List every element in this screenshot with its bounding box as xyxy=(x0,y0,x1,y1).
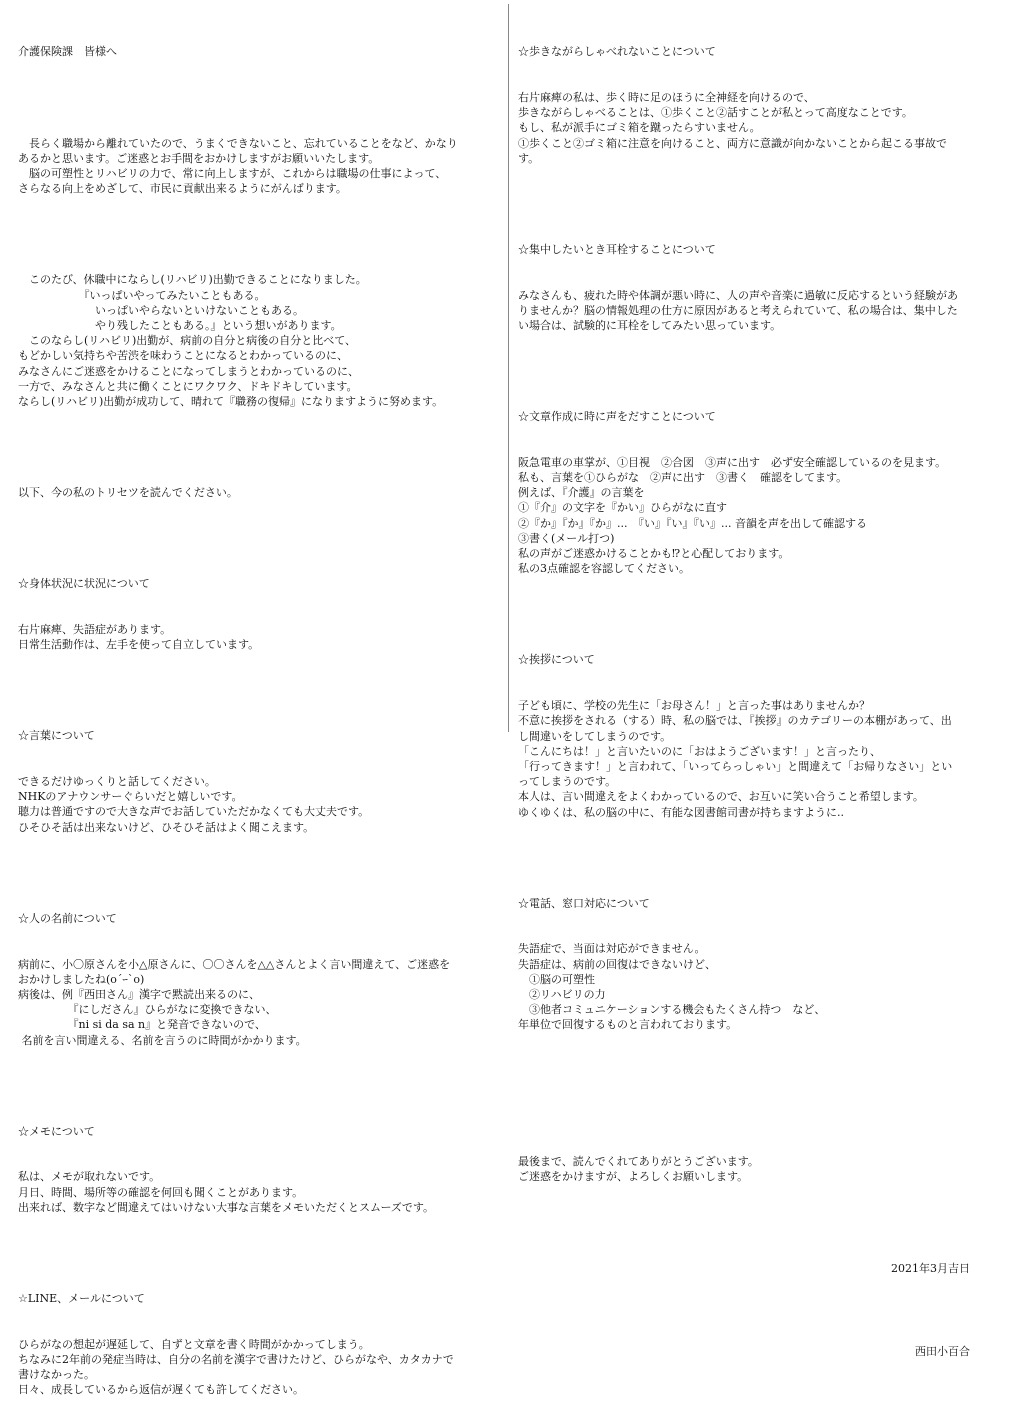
section-title-line-mail: ☆LINE、メールについて xyxy=(18,1291,145,1305)
text-line: 「行ってきます！」と言われて、「いってらっしゃい」と間違えて「お帰りなさい」とい xyxy=(518,759,953,773)
text-line: ③他者コミュニケーションする機会もたくさん持つ など、 xyxy=(518,1003,826,1017)
text-line: 月日、時間、場所等の確認を何回も聞くことがあります。 xyxy=(18,1185,304,1199)
text-line: 名前を言い間違える、名前を言うのに時間がかかります。 xyxy=(18,1033,307,1047)
section-title-phone: ☆電話、窓口対応について xyxy=(518,896,650,910)
text-line: 子ども頃に、学校の先生に「お母さん！」と言った事はありませんか？ xyxy=(518,699,870,713)
text-line: ひそひそ話は出来ないけど、ひそひそ話はよく聞こえます。 xyxy=(18,820,315,834)
text-line: やり残したこともある。』という想いがあります。 xyxy=(18,319,342,333)
section-body-body xyxy=(18,622,502,652)
text-line: 私は、メモが取れないです。 xyxy=(18,1170,161,1184)
text-line: い場合は、試験的に耳栓をしてみたい思っています。 xyxy=(518,319,782,333)
intro-paragraph xyxy=(18,136,502,197)
text-line: し間違いをしてしまうのです。 xyxy=(518,729,672,743)
text-line: いっぱいやらないといけないこともある。 xyxy=(18,303,304,317)
text-line: 例えば、『介護』の言葉を xyxy=(518,486,645,500)
text-line: ②『か』『か』『か』... 『い』『い』『い』... 音韻を声を出して確認する xyxy=(518,516,867,530)
text-line: ①『介』の文字を『かい』ひらがなに直す xyxy=(518,501,727,515)
text-line: NHKのアナウンサーぐらいだと嬉しいです。 xyxy=(18,790,243,804)
text-line: ②リハビリの力 xyxy=(518,987,606,1001)
text-line: 一方で、みなさんと共に働くことにワクワク、ドキドキしています。 xyxy=(18,379,358,393)
text-line: 最後まで、読んでくれてありがとうございます。 xyxy=(518,1155,759,1169)
section-title-walking: ☆歩きながらしゃべれないことについて xyxy=(518,45,716,59)
section-body-names xyxy=(18,957,502,1048)
text-line: 『にしださん』ひらがなに変換できない、 xyxy=(18,1003,277,1017)
text-line: 私の3点確認を容認してください。 xyxy=(518,562,690,576)
text-line: ゆくゆくは、私の脳の中に、有能な図書館司書が持ちますように.. xyxy=(518,805,844,819)
text-line: りませんか？脳の情報処理の仕方に原因があると考えられていて、私の場合は、集中した xyxy=(518,303,958,317)
text-line: ちなみに2年前の発症当時は、自分の名前を漢字で書けたけど、ひらがなや、カタカナで xyxy=(18,1352,454,1366)
section-body-greeting xyxy=(518,698,1008,820)
text-line: ①歩くこと②ゴミ箱に注意を向けること、両方に意識が向かないことから起こる事故で xyxy=(518,136,947,150)
section-title-earplugs: ☆集中したいとき耳栓することについて xyxy=(518,243,716,257)
text-line: 聴力は普通ですので大きな声でお話していただかなくても大丈夫です。 xyxy=(18,805,370,819)
text-line: 脳の可塑性とリハビリの力で、常に向上しますが、これからは職場の仕事によって、 xyxy=(18,167,447,181)
text-line: 出来れば、数字など間違えてはいけない大事な言葉をメモいただくとスムーズです。 xyxy=(18,1200,435,1214)
greeting: 介護保険課 皆様へ xyxy=(18,45,117,59)
text-line: もし、私が派手にゴミ箱を蹴ったらすいません。 xyxy=(518,121,761,135)
text-line: 日々、成長しているから返信が遅くても許してください。 xyxy=(18,1383,304,1397)
section-body-language xyxy=(18,774,502,835)
section-title-writing: ☆文章作成に時に声をだすことについて xyxy=(518,410,716,424)
date: 2021年3月吉日 xyxy=(891,1261,970,1275)
section-body-line-mail xyxy=(18,1337,502,1398)
text-line: 病前に、小〇原さんを小△原さんに、〇〇さんを△△さんとよく言い間違えて、ご迷惑を xyxy=(18,957,451,971)
section-title-greeting: ☆挨拶について xyxy=(518,653,595,667)
right-column xyxy=(518,14,1008,1389)
section-title-language: ☆言葉について xyxy=(18,729,95,743)
text-line: 病後は、例『西田さん』漢字で黙読出来るのに、 xyxy=(18,987,260,1001)
text-line: できるだけゆっくりと話してください。 xyxy=(18,775,216,789)
text-line: 失語症で、当面は対応ができません。 xyxy=(518,942,706,956)
text-line: みなさんにご迷惑をかけることになってしまうとわかっているのに、 xyxy=(18,364,359,378)
signature: 西田小百合 xyxy=(915,1344,970,1358)
section-body-walking xyxy=(518,90,1008,166)
text-line: ご迷惑をかけますが、よろしくお願いします。 xyxy=(518,1170,749,1184)
torisetsu-line: 以下、今の私のトリセツを読んでください。 xyxy=(18,486,238,500)
text-line: もどかしい気持ちや苦渋を味わうことになるとわかっているのに、 xyxy=(18,349,348,363)
left-column xyxy=(18,14,502,1428)
text-line: 私も、言葉を①ひらがな ②声に出す ③書く 確認をしてます。 xyxy=(518,471,848,485)
closing-paragraph xyxy=(518,1154,1008,1184)
text-line: 長らく職場から離れていたので、うまくできないこと、忘れていることをなど、かなり xyxy=(18,136,458,150)
section-body-writing xyxy=(518,455,1008,577)
text-line: このたび、休職中にならし(リハビリ)出勤できることになりました。 xyxy=(18,273,367,287)
section-title-body: ☆身体状況に状況について xyxy=(18,577,150,591)
text-line: 本人は、言い間違えをよくわかっているので、お互いに笑い合うこと希望します。 xyxy=(518,790,924,804)
text-line: ってしまうのです。 xyxy=(518,775,617,789)
text-line: ①脳の可塑性 xyxy=(518,972,595,986)
text-line: ③書く(メール打つ) xyxy=(518,531,615,545)
text-line: このならし(リハビリ)出勤が、病前の自分と病後の自分と比べて、 xyxy=(18,334,357,348)
section-body-earplugs xyxy=(518,288,1008,334)
text-line: 阪急電車の車掌が、①目視 ②合図 ③声に出す 必ず安全確認しているのを見ます。 xyxy=(518,455,947,469)
text-line: 日常生活動作は、左手を使って自立しています。 xyxy=(18,638,260,652)
text-line: 書けなかった。 xyxy=(18,1367,95,1381)
text-line: 右片麻痺の私は、歩く時に足のほうに全神経を向けるので、 xyxy=(518,91,815,105)
rehab-paragraph xyxy=(18,272,502,409)
text-line: 右片麻痺、失語症があります。 xyxy=(18,623,172,637)
text-line: 私の声がご迷惑かけることかも⁉と心配しております。 xyxy=(518,547,790,561)
text-line: 失語症は、病前の回復はできないけど、 xyxy=(518,957,716,971)
text-line: みなさんも、疲れた時や体調が悪い時に、人の声や音楽に過敏に反応するという経験があ xyxy=(518,288,958,302)
text-line: 「こんにちは！」と言いたいのに「おはようございます！」と言ったり、 xyxy=(518,744,881,758)
text-line: 年単位で回復するものと言われております。 xyxy=(518,1018,738,1032)
text-line: おかけしましたね(o´ｰ`o) xyxy=(18,972,145,986)
text-line: あるかと思います。ご迷惑とお手間をおかけしますがお願いいたします。 xyxy=(18,151,380,165)
text-line: ならし(リハビリ)出勤が成功して、晴れて『職務の復帰』になりますように努めます。 xyxy=(18,395,444,409)
text-line: ひらがなの想起が遅延して、自ずと文章を書く時間がかかってしまう。 xyxy=(18,1337,370,1351)
text-line: 『いっぱいやってみたいこともある。 xyxy=(18,288,266,302)
section-title-memo: ☆メモについて xyxy=(18,1124,95,1138)
text-line: す。 xyxy=(518,151,540,165)
section-title-names: ☆人の名前について xyxy=(18,911,117,925)
section-body-memo xyxy=(18,1169,502,1215)
text-line: 不意に挨拶をされる（する）時、私の脳では、『挨拶』のカテゴリーの本棚があって、出 xyxy=(518,714,952,728)
column-divider xyxy=(508,4,509,732)
section-body-phone xyxy=(518,941,1008,1032)
text-line: 『ni si da sa n』と発音できないので、 xyxy=(18,1018,266,1032)
text-line: 歩きながらしゃべることは、①歩くこと②話すことが私とって高度なことです。 xyxy=(518,106,913,120)
text-line: さらなる向上をめざして、市民に貢献出来るようにがんばります。 xyxy=(18,182,347,196)
